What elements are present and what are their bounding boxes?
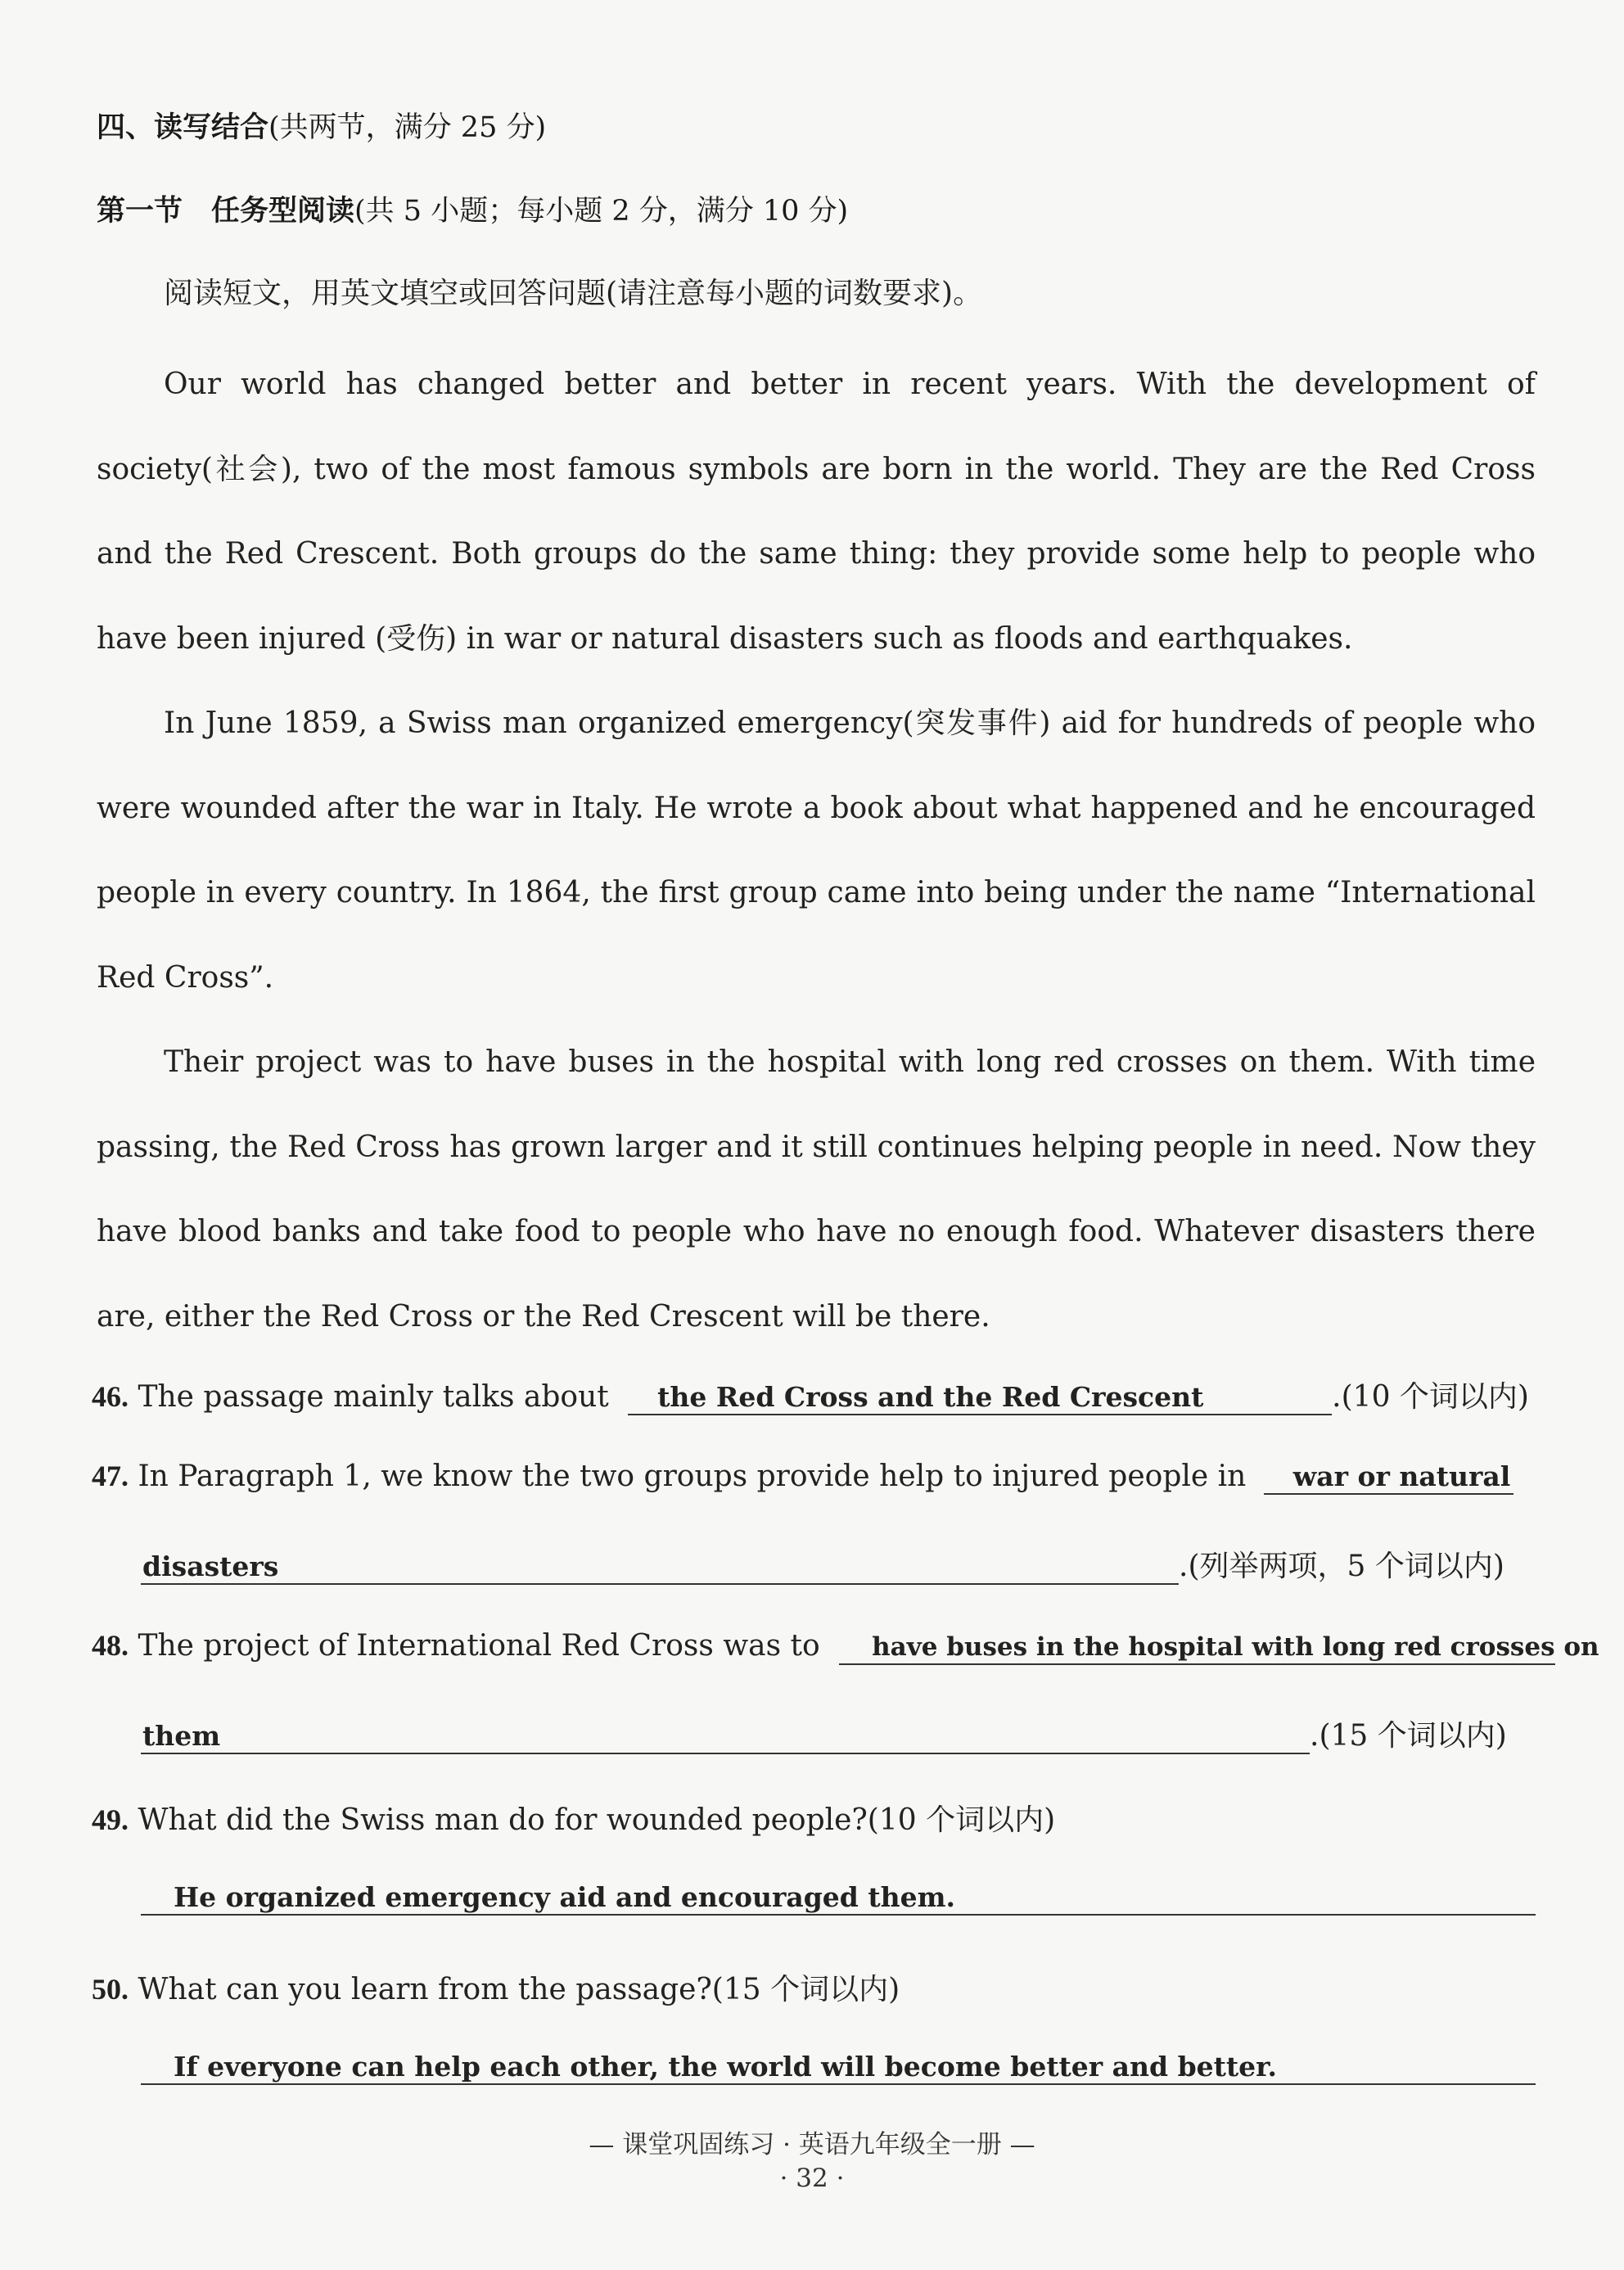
subsection-title-rest: (共 5 小题；每小题 2 分，满分 10 分) xyxy=(354,195,849,228)
question-49 xyxy=(92,1797,1055,1839)
answer-line-49[interactable]: He organized emergency aid and encouraged them. xyxy=(141,1881,1536,1916)
question-46 xyxy=(92,1374,1529,1415)
question-number: 46. xyxy=(92,1380,129,1413)
answer-blank-48-line2[interactable]: them xyxy=(141,1720,1310,1754)
page-number: · 32 · xyxy=(779,2164,845,2193)
question-48 xyxy=(92,1628,1599,1665)
question-text: What did the Swiss man do for wounded people?(10 个词以内) xyxy=(138,1803,1056,1837)
word-limit-note: .(列举两项，5 个词以内) xyxy=(1179,1550,1504,1583)
question-47 xyxy=(92,1459,1513,1495)
section-title-bold: 四、读写结合 xyxy=(97,111,269,144)
answer-blank-47-line1[interactable]: war or natural xyxy=(1264,1460,1513,1495)
word-limit-note: .(10 个词以内) xyxy=(1332,1380,1529,1414)
question-text: What can you learn from the passage?(15 个词以内) xyxy=(138,1973,900,2006)
question-text: The passage mainly talks about xyxy=(138,1380,609,1414)
section-title-rest: (共两节，满分 25 分) xyxy=(268,111,547,144)
question-number: 48. xyxy=(92,1629,129,1662)
answer-blank-46[interactable]: the Red Cross and the Red Crescent xyxy=(628,1381,1332,1415)
answer-line-50[interactable]: If everyone can help each other, the world will become better and better. xyxy=(141,2051,1536,2085)
section-title xyxy=(97,105,546,146)
reading-passage xyxy=(97,342,1536,1359)
question-50 xyxy=(92,1966,900,2008)
question-text: In Paragraph 1, we know the two groups provide help to injured people in xyxy=(138,1460,1247,1493)
subsection-title xyxy=(97,188,848,229)
question-number: 49. xyxy=(92,1803,129,1836)
question-48-continued xyxy=(141,1713,1507,1754)
book-footer: — 课堂巩固练习 · 英语九年级全一册 — xyxy=(589,2130,1035,2159)
passage-paragraph-3: Their project was to have buses in the hospital with long red crosses on them. With time passing, the Red Cross has grown larger and it still continues helping people in need. Now they have blood banks and take food to people who have no enough food. Whatever disasters there are, either the Red Cross or the Red Crescent will be there. xyxy=(97,1045,1536,1334)
answer-blank-48-line1[interactable]: have buses in the hospital with long red crosses on xyxy=(839,1631,1555,1665)
subsection-title-bold: 第一节 任务型阅读 xyxy=(97,195,355,228)
instruction: 阅读短文，用英文填空或回答问题(请注意每小题的词数要求)。 xyxy=(164,277,983,310)
passage-paragraph-2: In June 1859, a Swiss man organized emergency(突发事件) aid for hundreds of people who were wounded after the war in Italy. He wrote a book about what happened and he encouraged people in every country. In 1864, the first group came into being under the name “International Red Cross”. xyxy=(97,706,1536,995)
answer-blank-47-line2[interactable]: disasters xyxy=(141,1550,1179,1585)
question-number: 47. xyxy=(92,1460,129,1492)
question-47-continued xyxy=(141,1543,1504,1585)
question-number: 50. xyxy=(92,1973,129,2006)
question-text: The project of International Red Cross was to xyxy=(138,1629,820,1663)
passage-paragraph-1: Our world has changed better and better in recent years. With the development of society(社会), two of the most famous symbols are born in the world. They are the Red Cross and the Red Crescent. Both groups do the same thing: they provide some help to people who have been injured (受伤) in war or natural disasters such as floods and earthquakes. xyxy=(97,368,1536,656)
word-limit-note: .(15 个词以内) xyxy=(1310,1719,1507,1753)
